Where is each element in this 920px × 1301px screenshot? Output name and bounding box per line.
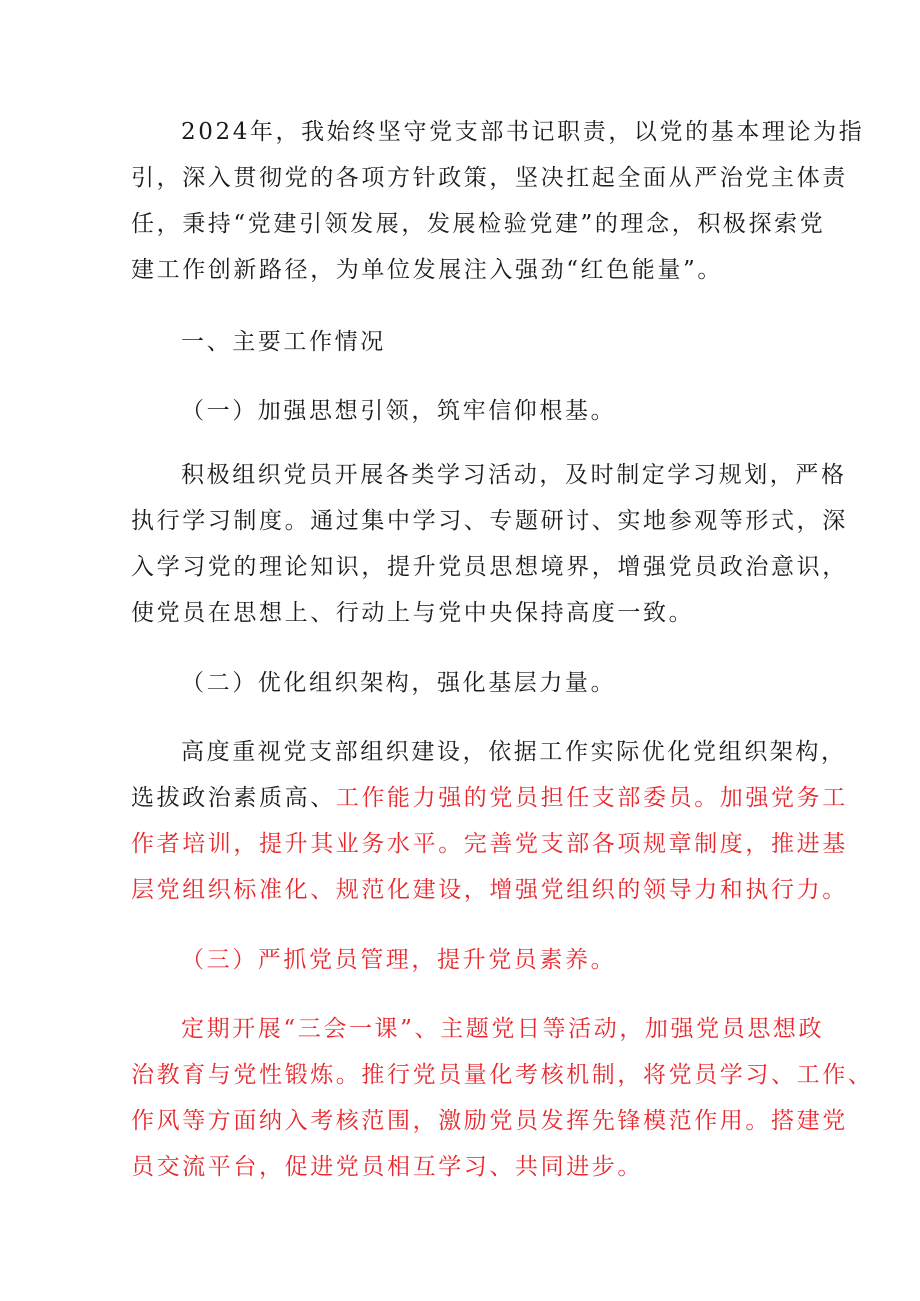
subsection-3-line-4: 员交流平台，促进党员相互学习、共同进步。	[131, 1154, 643, 1180]
subsection-2-line-2	[131, 783, 848, 813]
subsection-3-heading: （三）严抓党员管理，提升党员素养。	[181, 947, 617, 973]
intro-line-2: 引，深入贯彻党的各项方针政策，坚决扛起全面从严治党主体责	[131, 165, 848, 191]
subsection-1-line-3: 入学习党的理论知识，提升党员思想境界，增强党员政治意识，	[131, 554, 848, 580]
subsection-2-line-1: 高度重视党支部组织建设，依据工作实际优化党组织架构，	[181, 739, 847, 765]
subsection-2-line-3: 作者培训，提升其业务水平。完善党支部各项规章制度，推进基	[131, 831, 848, 857]
subsection-3-line-2: 治教育与党性锻炼。推行党员量化考核机制，将党员学习、工作、	[131, 1062, 874, 1088]
intro-line-3: 任，秉持“党建引领发展，发展检验党建”的理念，积极探索党	[131, 211, 826, 237]
subsection-2-heading: （二）优化组织架构，强化基层力量。	[181, 670, 617, 696]
subsection-1-line-2: 执行学习制度。通过集中学习、专题研讨、实地参观等形式，深	[131, 508, 848, 534]
intro-line-1: 2024年，我始终坚守党支部书记职责，以党的基本理论为指	[181, 119, 865, 145]
subsection-1-line-4: 使党员在思想上、行动上与党中央保持高度一致。	[131, 600, 695, 626]
subsection-2-line-2-black: 选拔政治素质高、	[131, 785, 336, 811]
intro-line-4: 建工作创新路径，为单位发展注入强劲“红色能量”。	[131, 257, 723, 283]
subsection-1-line-1: 积极组织党员开展各类学习活动，及时制定学习规划，严格	[181, 462, 847, 488]
subsection-1-heading	[181, 396, 616, 426]
subsection-3-line-1: 定期开展“三会一课”、主题党日等活动，加强党员思想政	[181, 1016, 825, 1042]
subsection-1-heading-text: （一）加强思想引领，筑牢信仰根基。	[181, 398, 617, 424]
section-heading: 一、主要工作情况	[181, 329, 386, 355]
subsection-2-line-2-red: 工作能力强的党员担任支部委员。加强党务工	[335, 785, 848, 811]
subsection-2-line-4: 层党组织标准化、规范化建设，增强党组织的领导力和执行力。	[131, 877, 848, 903]
subsection-3-line-3: 作风等方面纳入考核范围，激励党员发挥先锋模范作用。搭建党	[131, 1108, 848, 1134]
